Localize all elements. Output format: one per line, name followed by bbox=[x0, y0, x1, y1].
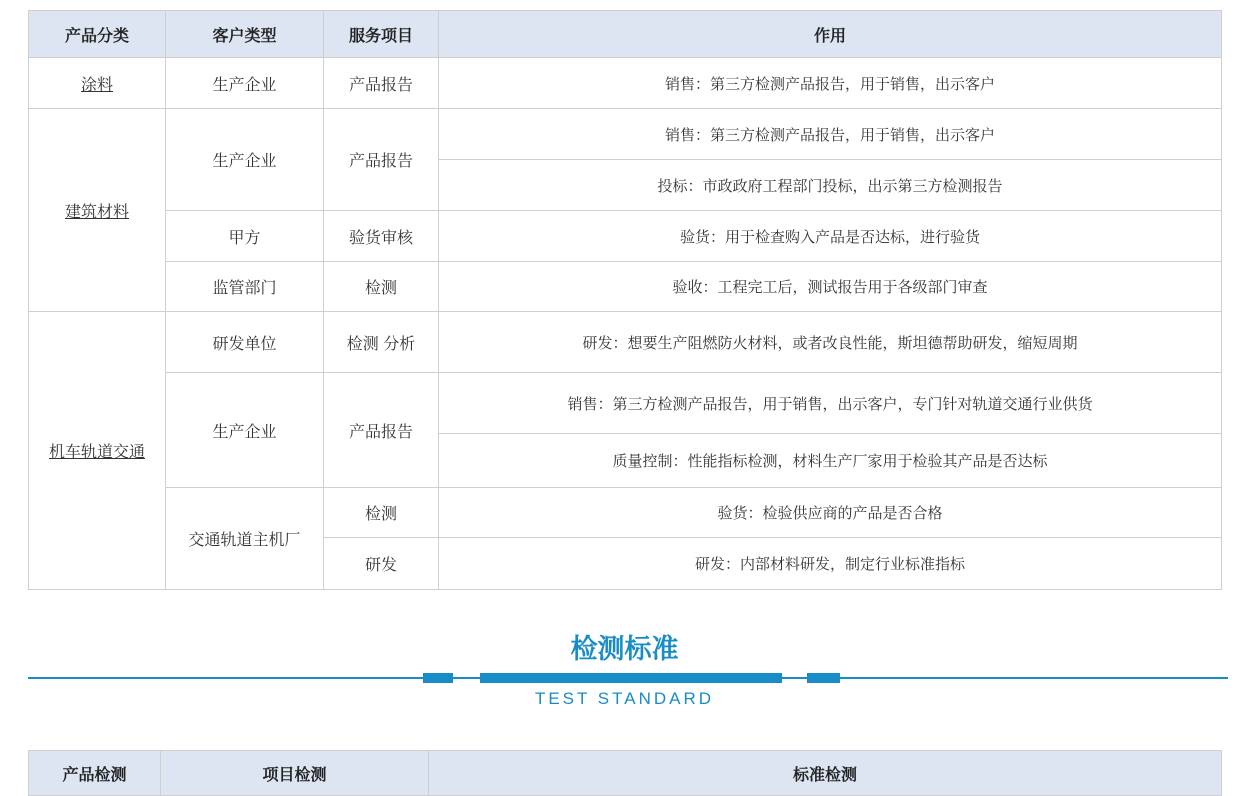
customer-type-cell: 甲方 bbox=[166, 211, 324, 262]
customer-type-cell: 交通轨道主机厂 bbox=[166, 488, 324, 590]
test-standard-section-header bbox=[28, 634, 1221, 709]
effect-cell: 研发：内部材料研发，制定行业标准指标 bbox=[439, 538, 1222, 590]
service-table-container bbox=[28, 10, 1221, 590]
customer-type-cell: 生产企业 bbox=[166, 109, 324, 211]
effect-cell: 销售：第三方检测产品报告，用于销售，出示客户 bbox=[439, 109, 1222, 160]
divider-bar-large bbox=[480, 673, 782, 683]
column-header-service-item: 服务项目 bbox=[324, 11, 439, 58]
category-link-coating[interactable]: 涂料 bbox=[29, 58, 166, 109]
table-row bbox=[29, 373, 1222, 434]
category-link-building-materials[interactable]: 建筑材料 bbox=[29, 109, 166, 312]
table-row bbox=[29, 211, 1222, 262]
column-header-standard-testing: 标准检测 bbox=[429, 751, 1222, 796]
service-item-cell: 检测 分析 bbox=[324, 312, 439, 373]
service-table bbox=[28, 10, 1222, 590]
column-header-product-testing: 产品检测 bbox=[29, 751, 161, 796]
service-item-cell: 产品报告 bbox=[324, 109, 439, 211]
standard-table-container bbox=[28, 750, 1221, 796]
service-item-cell: 产品报告 bbox=[324, 58, 439, 109]
effect-cell: 质量控制：性能指标检测，材料生产厂家用于检验其产品是否达标 bbox=[439, 434, 1222, 488]
effect-cell: 验货：用于检查购入产品是否达标，进行验货 bbox=[439, 211, 1222, 262]
column-header-effect: 作用 bbox=[439, 11, 1222, 58]
effect-cell: 研发：想要生产阻燃防火材料，或者改良性能，斯坦德帮助研发，缩短周期 bbox=[439, 312, 1222, 373]
column-header-customer-type: 客户类型 bbox=[166, 11, 324, 58]
customer-type-cell: 监管部门 bbox=[166, 262, 324, 312]
column-header-project-testing: 项目检测 bbox=[161, 751, 429, 796]
column-header-product-category: 产品分类 bbox=[29, 11, 166, 58]
service-item-cell: 检测 bbox=[324, 262, 439, 312]
section-title: 检测标准 bbox=[570, 634, 679, 664]
effect-cell: 验货：检验供应商的产品是否合格 bbox=[439, 488, 1222, 538]
effect-cell: 验收：工程完工后，测试报告用于各级部门审查 bbox=[439, 262, 1222, 312]
customer-type-cell: 生产企业 bbox=[166, 373, 324, 488]
table-row bbox=[29, 58, 1222, 109]
section-divider bbox=[28, 673, 1221, 683]
standard-table-header-row bbox=[29, 751, 1222, 796]
table-row bbox=[29, 109, 1222, 160]
service-item-cell: 检测 bbox=[324, 488, 439, 538]
table-row bbox=[29, 312, 1222, 373]
table-row bbox=[29, 262, 1222, 312]
service-item-cell: 研发 bbox=[324, 538, 439, 590]
effect-cell: 销售：第三方检测产品报告，用于销售，出示客户，专门针对轨道交通行业供货 bbox=[439, 373, 1222, 434]
effect-cell: 投标：市政政府工程部门投标，出示第三方检测报告 bbox=[439, 160, 1222, 211]
service-item-cell: 验货审核 bbox=[324, 211, 439, 262]
category-link-rail-transit[interactable]: 机车轨道交通 bbox=[29, 312, 166, 590]
service-table-header-row bbox=[29, 11, 1222, 58]
standard-table bbox=[28, 750, 1222, 796]
table-row bbox=[29, 488, 1222, 538]
customer-type-cell: 生产企业 bbox=[166, 58, 324, 109]
section-subtitle: TEST STANDARD bbox=[534, 689, 715, 708]
effect-cell: 销售：第三方检测产品报告，用于销售，出示客户 bbox=[439, 58, 1222, 109]
divider-bar-small-left bbox=[423, 673, 453, 683]
service-item-cell: 产品报告 bbox=[324, 373, 439, 488]
customer-type-cell: 研发单位 bbox=[166, 312, 324, 373]
divider-bar-small-right bbox=[807, 673, 840, 683]
